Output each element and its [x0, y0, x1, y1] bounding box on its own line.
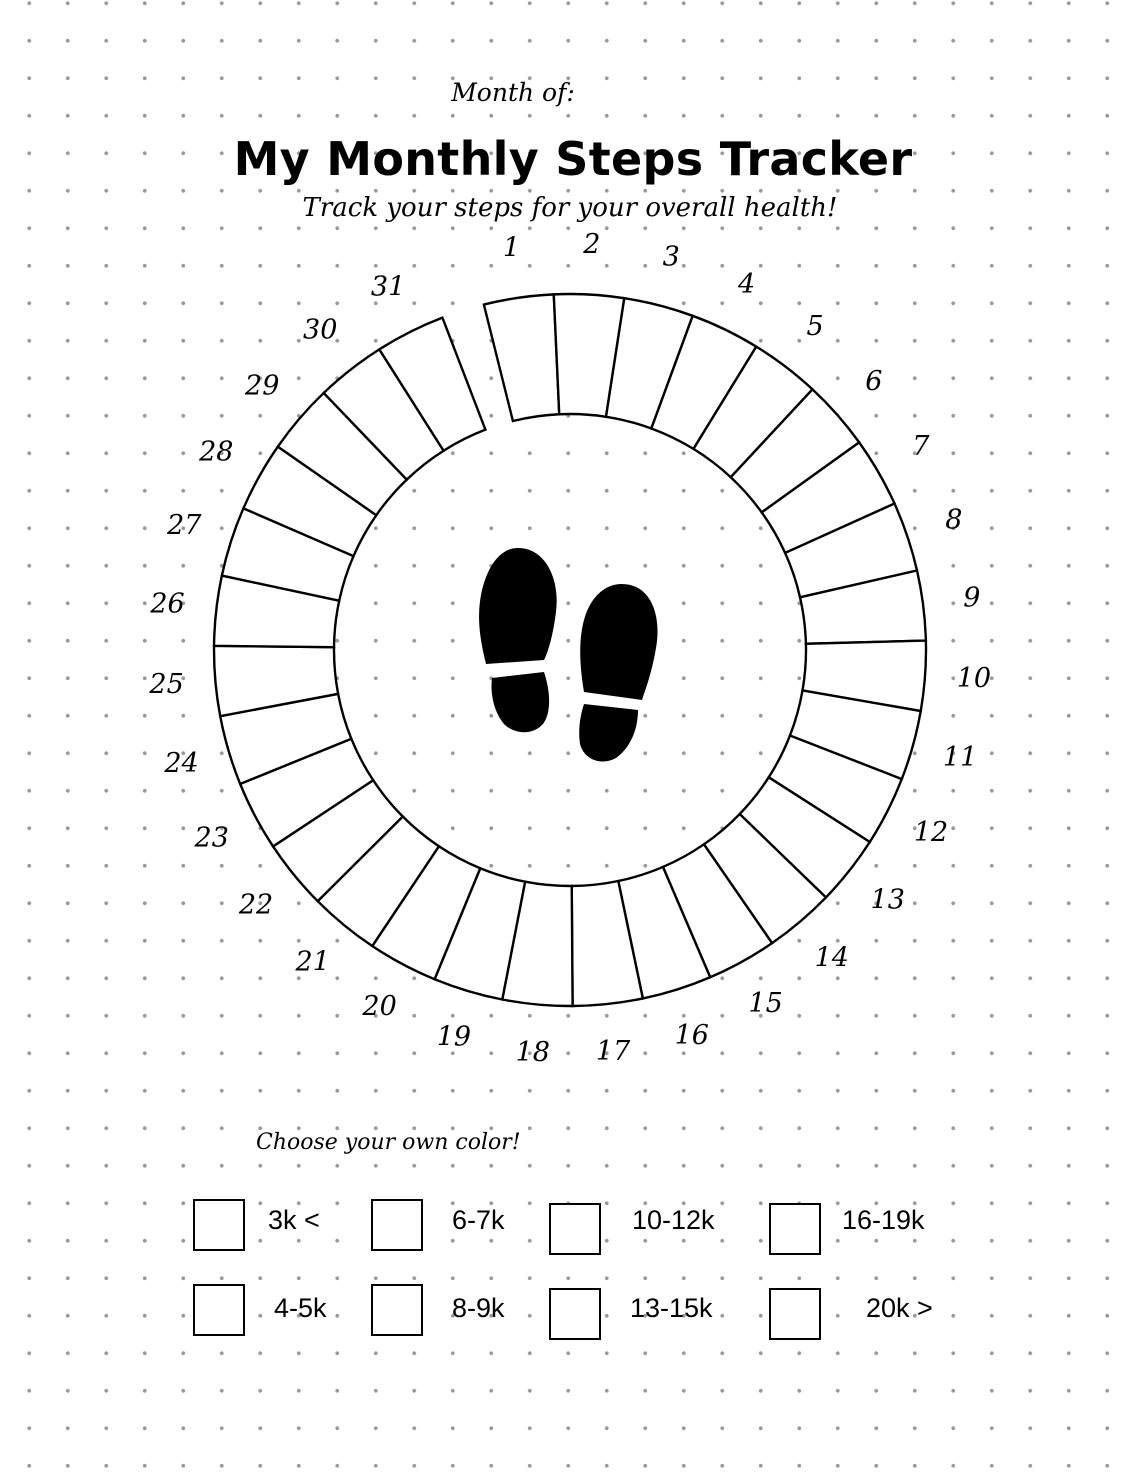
day-label-22: 22 [238, 889, 274, 921]
page-title: My Monthly Steps Tracker [233, 132, 913, 186]
day-label-16: 16 [674, 1019, 709, 1051]
day-label-23: 23 [194, 822, 229, 854]
color-swatch-8-9k[interactable] [371, 1284, 423, 1336]
day-label-4: 4 [738, 269, 756, 300]
day-label-20: 20 [362, 990, 397, 1022]
day-label-14: 14 [814, 942, 849, 974]
legend-heading: Choose your own color! [256, 1130, 521, 1155]
day-segment-1[interactable] [484, 294, 559, 421]
color-swatch-20k-over[interactable] [769, 1288, 821, 1340]
legend-label-6-7k: 6-7k [452, 1205, 505, 1235]
day-label-18: 18 [515, 1036, 550, 1068]
color-swatch-6-7k[interactable] [371, 1199, 423, 1251]
day-label-12: 12 [913, 817, 949, 849]
color-swatch-16-19k[interactable] [769, 1203, 821, 1255]
day-label-31: 31 [370, 271, 406, 303]
day-label-27: 27 [167, 510, 202, 541]
left-heel-shape [492, 672, 550, 732]
color-swatch-10-12k[interactable] [549, 1203, 601, 1255]
footprints-icon [479, 548, 657, 762]
day-label-11: 11 [942, 742, 978, 774]
day-label-2: 2 [583, 229, 601, 261]
day-label-13: 13 [870, 884, 905, 916]
left-sole-shape [479, 548, 557, 664]
day-label-24: 24 [164, 747, 199, 779]
day-label-19: 19 [436, 1021, 472, 1053]
month-of-label: Month of: [451, 78, 575, 107]
day-segments [214, 294, 926, 1006]
legend-label-3k-under: 3k < [268, 1205, 320, 1235]
right-heel-shape [579, 704, 638, 762]
day-label-15: 15 [748, 988, 783, 1020]
day-label-1: 1 [502, 232, 521, 264]
legend-label-20k-over: 20k > [866, 1293, 933, 1323]
legend-label-4-5k: 4-5k [274, 1293, 327, 1323]
day-label-7: 7 [912, 431, 930, 463]
legend-label-13-15k: 13-15k [630, 1293, 713, 1323]
legend-label-8-9k: 8-9k [452, 1293, 505, 1323]
day-label-8: 8 [945, 504, 963, 536]
color-swatch-3k-under[interactable] [193, 1199, 245, 1251]
day-label-29: 29 [245, 370, 280, 402]
right-sole-shape [580, 584, 657, 700]
day-label-26: 26 [150, 588, 185, 620]
day-label-5: 5 [806, 311, 824, 343]
day-label-10: 10 [956, 663, 992, 694]
day-label-28: 28 [199, 436, 234, 468]
legend-label-16-19k: 16-19k [842, 1205, 925, 1235]
day-label-25: 25 [149, 668, 184, 700]
legend-label-10-12k: 10-12k [632, 1205, 715, 1235]
day-label-17: 17 [595, 1036, 631, 1068]
day-label-30: 30 [303, 314, 338, 346]
day-label-9: 9 [963, 582, 981, 614]
day-label-6: 6 [865, 365, 883, 397]
page-subtitle: Track your steps for your overall health! [302, 193, 838, 223]
color-swatch-13-15k[interactable] [549, 1288, 601, 1340]
day-label-3: 3 [662, 241, 680, 273]
day-label-21: 21 [295, 946, 330, 978]
color-swatch-4-5k[interactable] [193, 1284, 245, 1336]
